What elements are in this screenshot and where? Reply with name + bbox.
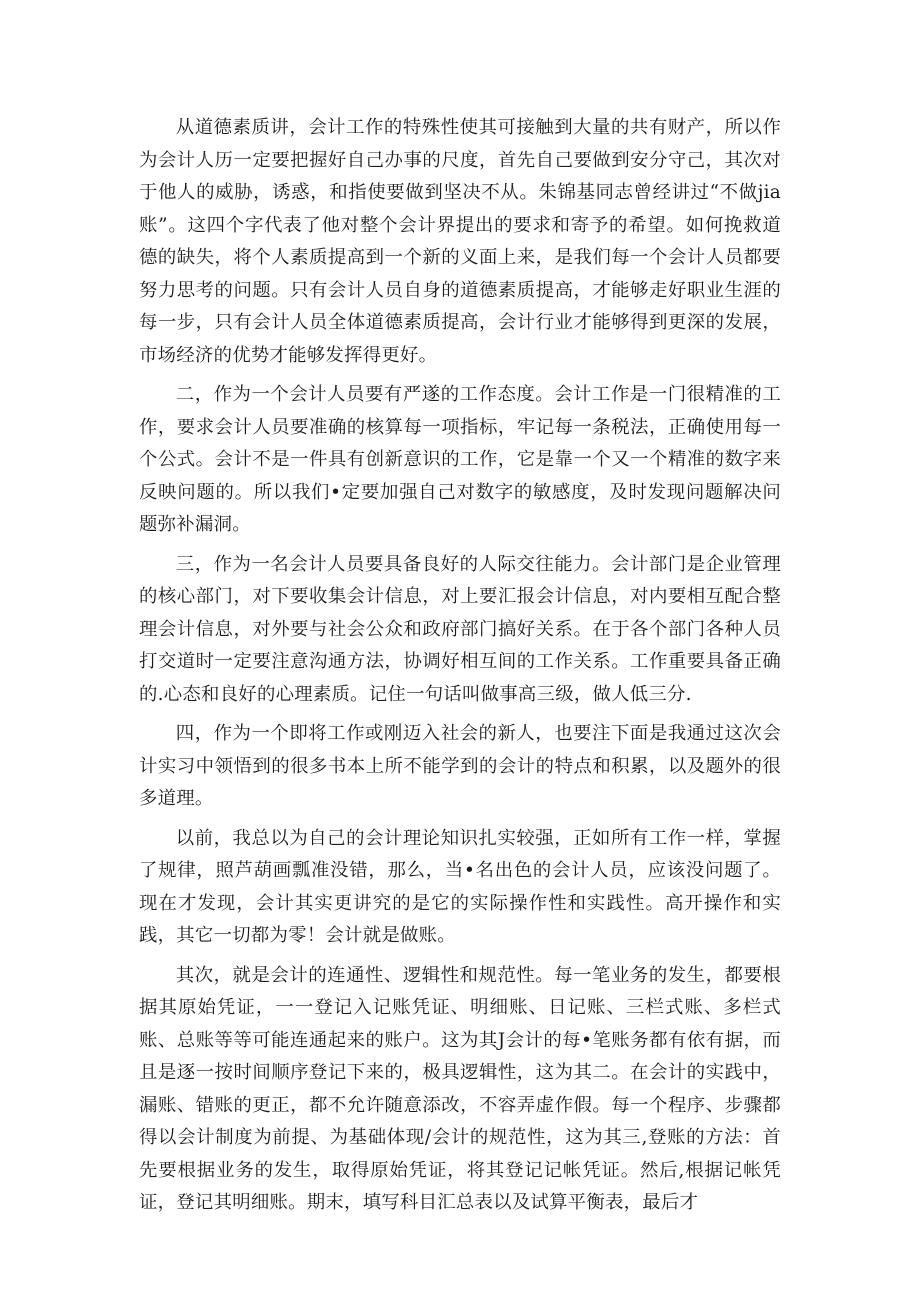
paragraph-moral-quality: 从道德素质讲，会计工作的特殊性使其可接触到大量的共有财产，所以作为会计人历一定要把握好自己办事的尺度，首先自己要做到安分守己，其次对于他人的威胁，诱惑，和指使要做到坚决不从。朱锦基同志曾经讲过“不做jia账”。这四个字代表了他对整个会计界提出的要求和寄予的希望。如何挽救道德的缺失，将个人素质提高到一个新的义面上来，是我们每一个会计人员都要努力思考的问题。只有会计人员自身的道德素质提高，才能够走好职业生涯的每一步，只有会计人员全体道德素质提高，会计行业才能够得到更深的发展，市场经济的优势才能够发挥得更好。: [139, 117, 781, 366]
paragraph-newcomer: 四，作为一个即将工作或刚迈入社会的新人，也要注下面是我通过这次会计实习中领悟到的很多书本上所不能学到的会计的特点和积累，以及题外的很多道理。: [139, 723, 781, 809]
paragraph-connectivity-logic: 其次，就是会计的连通性、逻辑性和规范性。每一笔业务的发生，都要根据其原始凭证，一一登记入记账凭证、明细账、日记账、三栏式账、多栏式账、总账等等可能连通起来的账户。这为其J会计的每•笔账务都有依有据，而且是逐一按时间顺序登记下来的，极具逻辑性，这为其二。在会计的实践中，漏账、错账的更正，都不允许随意添改，不容弄虚作假。每一个程序、步骤都得以会计制度为前提、为基础体现/会计的规范性，这为其三,登账的方法：首先要根据业务的发生，取得原始凭证，将其登记记帐凭证。然后,根据记帐凭证，登记其明细账。期末，填写科目汇总表以及试算平衡表，最后才: [139, 964, 781, 1213]
document-body: [139, 112, 781, 1227]
paragraph-interpersonal-skills: 三，作为一名会计人员要具备良好的人际交往能力。会计部门是企业管理的核心部门，对下要收集会计信息，对上要汇报会计信息，对内要相互配合整理会计信息，对外要与社会公众和政府部门搞好关系。在于各个部门各种人员打交道时一定要注意沟通方法，协调好相互间的工作关系。工作重要具备正确的.心态和良好的心理素质。记住一句话叫做事高三级，做人低三分.: [139, 553, 781, 705]
paragraph-practice: 以前，我总以为自己的会计理论知识扎实较强，正如所有工作一样，掌握了规律，照芦葫画瓢准没错，那么，当•名出色的会计人员，应该没问题了。现在才发现，会计其实更讲究的是它的实际操作性和实践性。高开操作和实践，其它一切都为零！会计就是做账。: [139, 827, 781, 946]
paragraph-work-attitude: 二，作为一个会计人员要有严遂的工作态度。会计工作是一门很精准的工作，要求会计人员要准确的核算每一项指标，牢记每一条税法，正确使用每一个公式。会计不是一件具有创新意识的工作，它是靠一个又一个精准的数字来反映问题的。所以我们•定要加强自己对数字的敏感度，及时发现问题解决问题弥补漏洞。: [139, 384, 781, 535]
